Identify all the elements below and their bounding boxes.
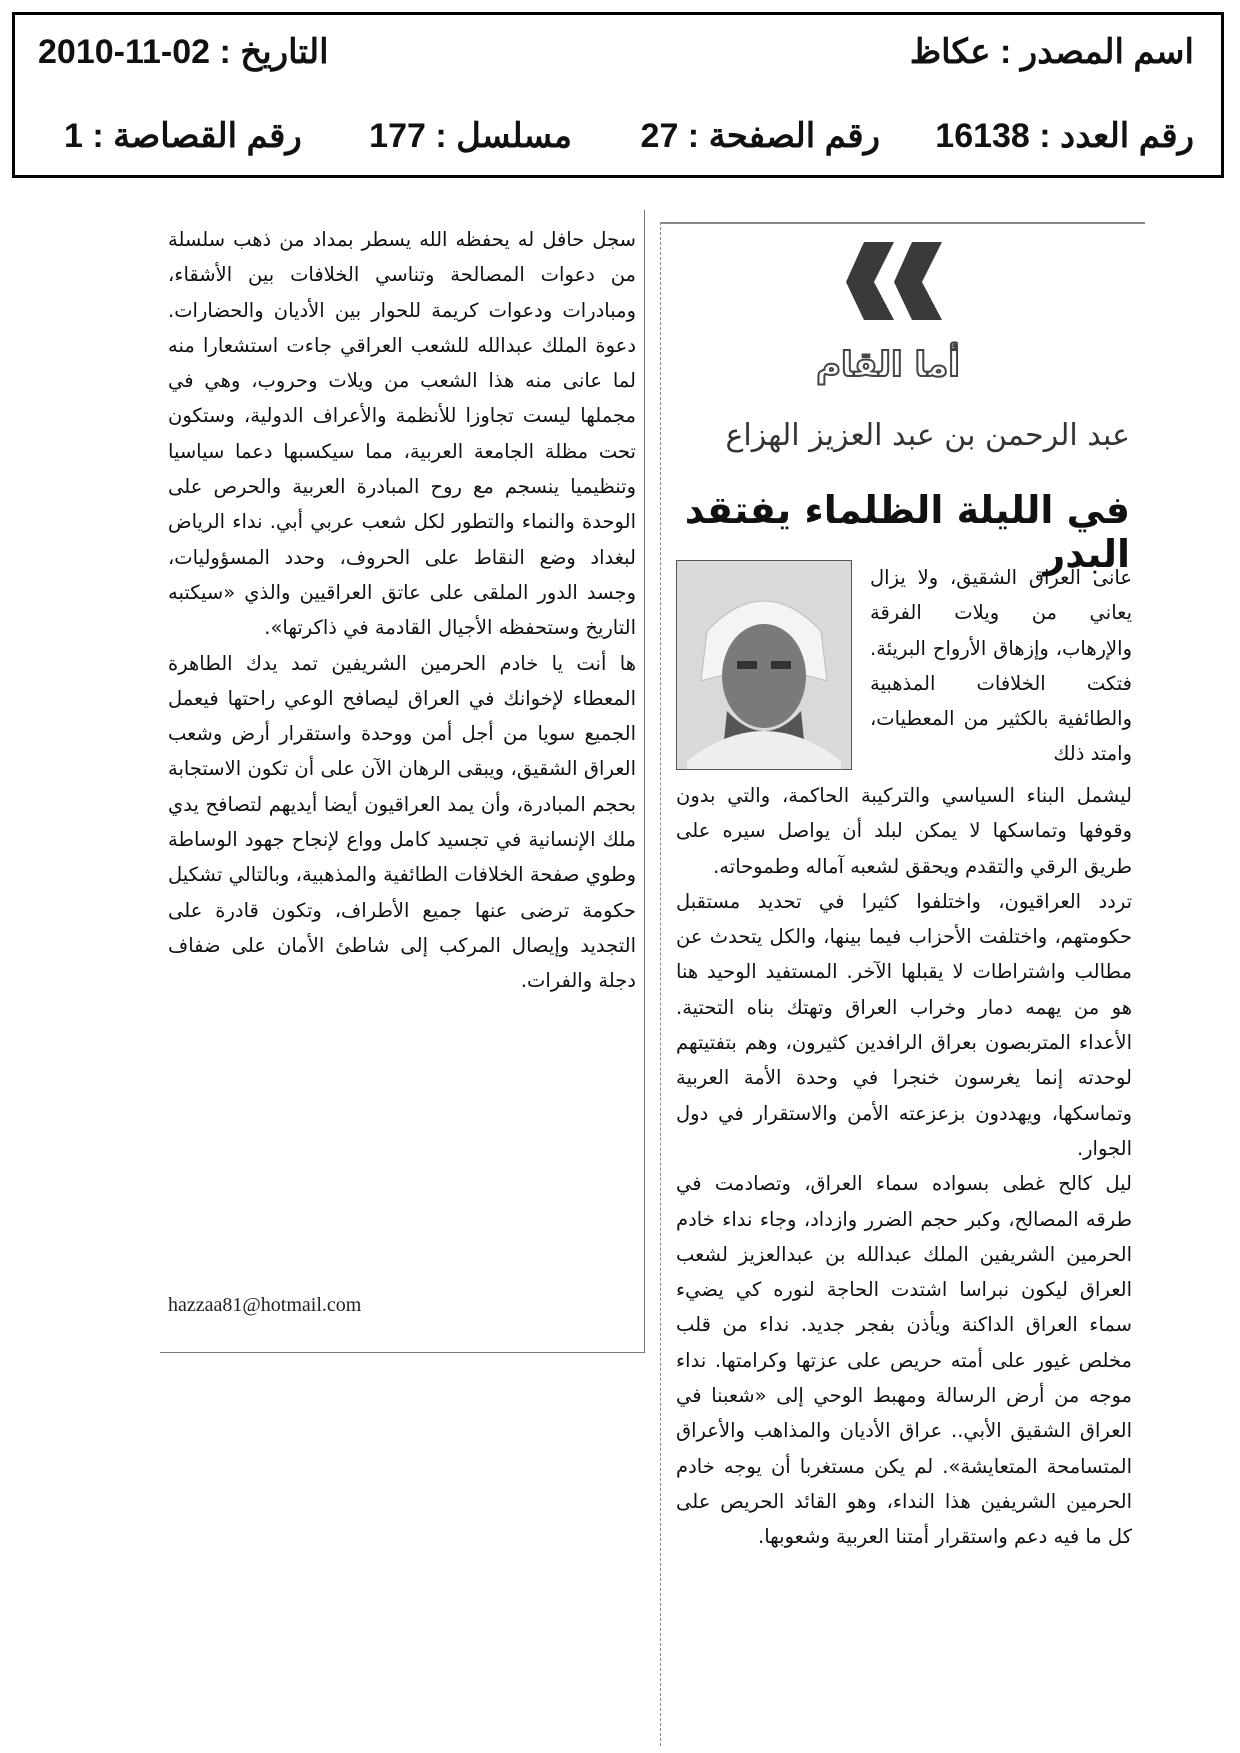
paragraph: ليشمل البناء السياسي والتركيبة الحاكمة، والتي بدون وقوفها وتماسكها لا يمكن لبلد أن يواصل سيره على طريق الرقي والتقدم ويحقق لشعبه آماله وطموحاته.	[676, 784, 1132, 878]
paragraph: ليل كالح غطى بسواده سماء العراق، وتصادمت في طرقه المصالح، وكبر حجم الضرر وازداد، وجاء نداء خادم الحرمين الشريفين الملك عبدالله بن عبدالعزيز لشعب العراق ليكون نبراسا اشتدت الحاجة لنوره كي يضيء سماء العراق الداكنة ويأذن بفجر جديد. نداء من قلب مخلص غيور على أمته حريص على عزتها وكرامتها. نداء موجه من أرض الرسالة ومهبط الوحي إلى «شعبنا في العراق الشقيق الأبي.. عراق الأديان والمذاهب والأعراق المتسامحة المتعايشة». لم يكن مستغربا أن يوجه خادم الحرمين الشريفين هذا النداء، وهو القائد الحريص على كل ما فيه دعم واستقرار أمتنا العربية وشعوبها.	[676, 1172, 1132, 1549]
author-email: hazzaa81@hotmail.com	[168, 1294, 362, 1316]
clip-label: رقم القصاصة : 1	[64, 117, 302, 155]
author-name: عبد الرحمن بن عبد العزيز الهزاع	[725, 418, 1130, 453]
paragraph: ها أنت يا خادم الحرمين الشريفين تمد يدك الطاهرة المعطاء لإخوانك في العراق ليصافح الوعي راحتها فيعمل الجميع سويا من أجل أمن ووحدة واستقرار أرض وشعب العراق الشقيق، ويبقى الرهان الآن على أن تكون الاستجابة بحجم المبادرة، وأن يمد العراقيون أيضا أيديهم لتصافح يدي ملك الإنسانية في تجسيد كامل وواع لإنجاح جهود الوساطة وطوي صفحة الخلافات الطائفية والمذهبية، وبالتالي تشكيل حكومة ترضى عنها جميع الأطراف، وتكون قادرة على التجديد وإيصال المركب إلى شاطئ الأمان على ضفاف دجلة والفرات.	[168, 651, 636, 993]
author-photo	[676, 560, 852, 770]
page-label: رقم الصفحة : 27	[640, 117, 880, 155]
date-label: التاريخ : 02-11-2010	[38, 33, 329, 71]
paragraph: تردد العراقيون، واختلفوا كثيرا في تحديد مستقبل حكومتهم، واختلفت الأحزاب فيما بينها، والكل يتحدث عن مطالب واشتراطات لا يقبلها الآخر. المستفيد الوحيد هنا هو من يهمه دمار وخراب العراق وتهتك بناه التحتية. الأعداء المتربصون بعراق الرافدين كثيرون، وهم بتفتيتهم لوحدته إنما يغرسون خنجرا في وحدة الأمة العربية وتماسكها، ويهددون بزعزعته الأمن والاستقرار في دول الجوار.	[676, 889, 1132, 1160]
left-column	[168, 222, 636, 999]
author-photo-icon	[677, 561, 851, 769]
quote-mark-icon	[842, 232, 962, 324]
article-title: في الليلة الظلماء يفتقد البدر	[684, 488, 1130, 576]
paragraph: سجل حافل له يحفظه الله يسطر بمداد من ذهب سلسلة من دعوات المصالحة وتناسي الخلافات بين الأشقاء، ومبادرات ودعوات كريمة للحوار بين الأديان والحضارات. دعوة الملك عبدالله للشعب العراقي جاءت استشعارا منه لما عانى منه هذا الشعب من ويلات وحروب، وهي في مجملها ليست تجاوزا للأنظمة والأعراف الدولية، وستكون تحت مظلة الجامعة العربية، مما سيكسبها دعما سياسيا وتنظيميا ينسجم مع روح المبادرة العربية والحرص على الوحدة والنماء والتطور لكل شعب عربي أبي. نداء الرياض لبغداد وضع النقاط على الحروف، وحدد المسؤوليات، وجسد الدور الملقى على عاتق العراقيين والذي «سيكتبه التاريخ وستحفظه الأجيال القادمة في ذاكرتها».	[168, 228, 636, 640]
right-column-main	[676, 778, 1132, 1555]
source-label: اسم المصدر : عكاظ	[909, 33, 1194, 71]
paragraph: عانى العراق الشقيق، ولا يزال يعاني من ويلات الفرقة والإرهاب، وإزهاق الأرواح البريئة. فتكت الخلافات المذهبية والطائفية بالكثير من المعطيات، وامتد ذلك	[870, 566, 1132, 766]
right-column-top	[870, 560, 1132, 772]
serial-label: مسلسل : 177	[369, 117, 572, 155]
issue-label: رقم العدد : 16138	[935, 117, 1194, 155]
section-logo	[816, 338, 960, 388]
section-logo-text: أما القام	[816, 345, 960, 385]
